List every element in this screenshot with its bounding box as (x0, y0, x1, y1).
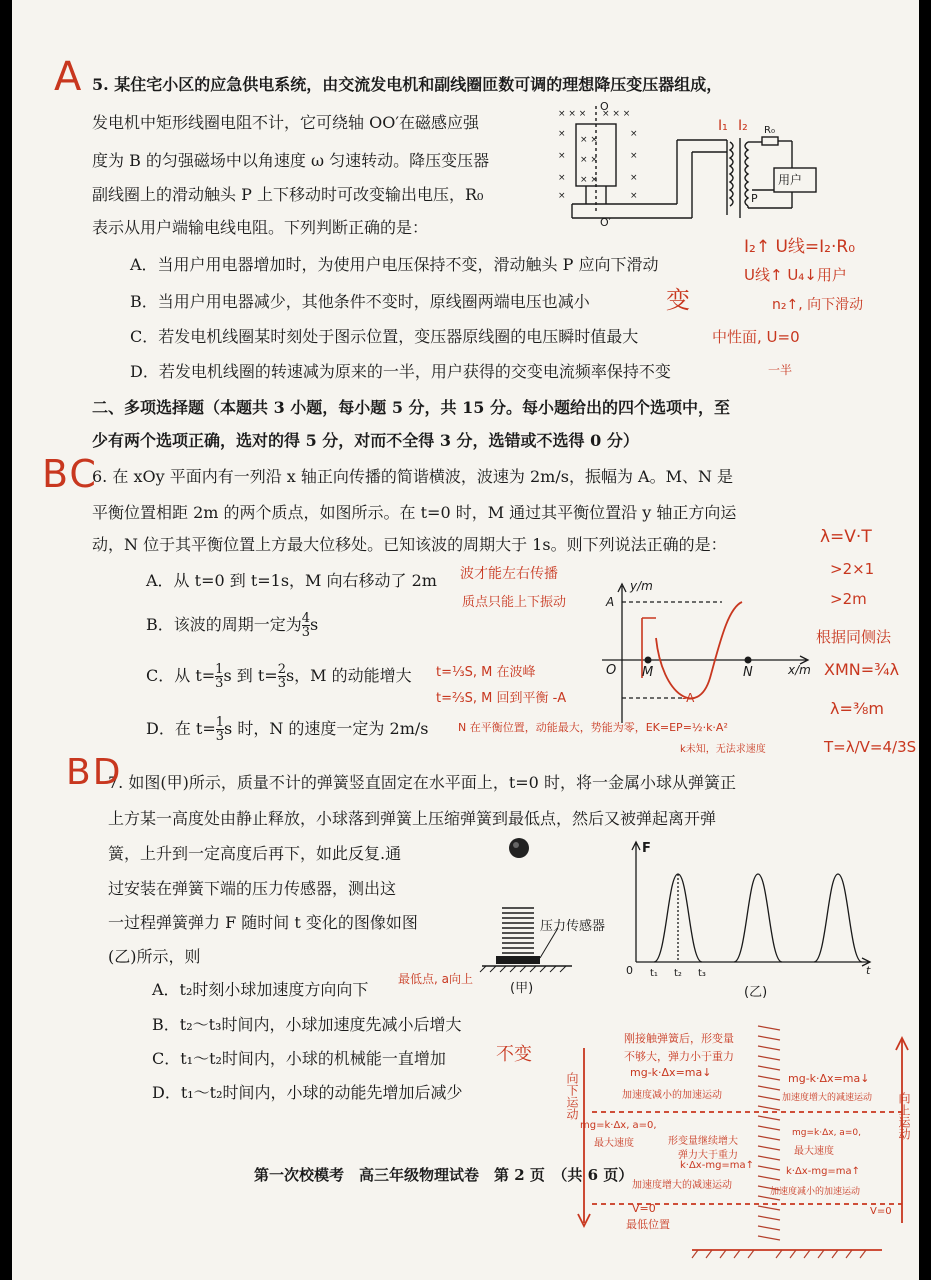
note-sq5: k·Δx-mg=ma↑ (786, 1166, 861, 1177)
label-t2: t₂ (674, 968, 682, 979)
label-jia: (甲) (510, 981, 534, 996)
note-sp6: 最大速度 (594, 1138, 634, 1149)
note-r2: >2×1 (830, 560, 875, 578)
note-q5-b: 变 (666, 286, 690, 314)
svg-text:× × ×: × × × (602, 109, 631, 119)
q5-line-3: 度为 B 的匀强磁场中以角速度 ω 匀速转动。降压变压器 (92, 151, 490, 170)
note-sp3: mg-k·Δx=ma↓ (630, 1066, 712, 1079)
svg-text:×: × (630, 173, 638, 183)
svg-text:×: × (630, 151, 638, 161)
point-m (645, 657, 652, 664)
q6-d-n: 1 (215, 715, 225, 730)
svg-text:×: × (558, 151, 566, 161)
label-n: N (743, 665, 753, 680)
q7-line-1: 7. 如图(甲)所示，质量不计的弹簧竖直固定在水平面上，t=0 时，将一金属小球从弹簧正 (108, 773, 736, 792)
label-r0: R₀ (764, 125, 775, 136)
q7-option-a: A．t₂时刻小球加速度方向向下 (152, 980, 369, 999)
note-q7-a: 最低点, a向上 (398, 972, 473, 986)
answer-q6: BC (42, 452, 98, 496)
note-r1: λ=V·T (820, 527, 872, 547)
note-q6-d2: k未知，无法求速度 (680, 744, 766, 755)
note-sp1: 刚接触弹簧后，形变量 (624, 1032, 734, 1045)
q6-option-a: A．从 t=0 到 t=1s，M 向右移动了 2m (146, 571, 437, 590)
q6-c-p1: C．从 t= (146, 666, 216, 685)
q5-line-1: 5. 某住宅小区的应急供电系统，由交流发电机和副线圈匝数可调的理想降压变压器组成， (92, 75, 723, 94)
force-pulse-3 (814, 874, 862, 962)
note-sq6: 加速度减小的加速运动 (770, 1187, 861, 1197)
q7-line-4: 过安装在弹簧下端的压力传感器，测出这 (108, 879, 397, 898)
q6-b-unit: s (310, 615, 319, 634)
note-q6-a2: 质点只能上下振动 (462, 595, 567, 610)
metal-ball (509, 838, 529, 858)
force-pulse-2 (734, 874, 782, 962)
label-p: P (751, 192, 758, 205)
pressure-sensor (496, 956, 540, 964)
q6-line-2: 平衡位置相距 2m 的两个质点，如图所示。在 t=0 时，M 通过其平衡位置沿 y 轴正方向运 (92, 503, 737, 522)
label-origin: O (606, 663, 617, 678)
point-n (745, 657, 752, 664)
svg-text:× × ×: × × × (558, 109, 587, 119)
svg-text:×: × (558, 191, 566, 201)
note-q5-a3: n₂↑, 向下滑动 (772, 297, 864, 313)
note-q6-c2: t=⅔S, M 回到平衡 -A (436, 691, 567, 706)
svg-text:×: × (558, 129, 566, 139)
q6-option-b (146, 612, 318, 639)
q7-option-c: C．t₁～t₂时间内，小球的机械能一直增加 (152, 1049, 446, 1068)
note-q6-d1: N 在平衡位置，动能最大，势能为零，EK=EP=½·k·A² (458, 721, 728, 734)
q5-generator-transformer-figure (552, 100, 822, 230)
svg-text:×: × (558, 173, 566, 183)
svg-text:×: × (630, 191, 638, 201)
q7-line-6: (乙)所示，则 (108, 947, 201, 966)
q7-option-d: D．t₁～t₂时间内，小球的动能先增加后减少 (152, 1083, 463, 1102)
label-t1: t₁ (650, 968, 658, 979)
label-m: M (642, 665, 654, 680)
label-t3: t₃ (698, 968, 706, 979)
note-sp5: mg=k·Δx, a=0, (580, 1120, 657, 1131)
q7-force-graph (618, 838, 888, 1003)
q6-d-d: 3 (215, 729, 225, 744)
q6-line-3: 动，N 位于其平衡位置上方最大位移处。已知该波的周期大于 1s。则下列说法正确的是： (92, 535, 727, 554)
note-r4: 根据同侧法 (816, 628, 892, 646)
q5-option-b: B．当用户用电器减少，其他条件不变时，原线圈两端电压也减小 (130, 292, 590, 311)
q6-c-n2: 2 (277, 662, 286, 677)
note-side-up: 向上运动 (897, 1092, 911, 1140)
note-q5-a2: U线↑ U₄↓用户 (744, 266, 847, 284)
note-q5-d: 一半 (768, 363, 793, 377)
q7-line-3: 簧，上升到一定高度后再下，如此反复.通 (108, 844, 402, 863)
q6-c-p2: s 到 t= (223, 666, 278, 685)
q5-line-2: 发电机中矩形线圈电阻不计，它可绕轴 OO′在磁感应强 (92, 113, 479, 132)
q6-d-p1: D．在 t= (146, 719, 216, 738)
note-sq4: 最大速度 (794, 1146, 834, 1157)
note-sq7: V=0 (870, 1206, 892, 1217)
q6-c-d1: 3 (215, 676, 224, 691)
q5-line-4: 副线圈上的滑动触头 P 上下移动时可改变输出电压，R₀ (92, 185, 484, 204)
note-i2: I₂ (738, 118, 748, 134)
wave-curve (656, 602, 742, 698)
svg-text:×: × (630, 129, 638, 139)
label-sensor: 压力传感器 (540, 919, 606, 934)
note-sp12: 最低位置 (626, 1218, 670, 1231)
note-sp4: 加速度减小的加速运动 (622, 1090, 722, 1101)
q6-c-d2: 3 (277, 676, 286, 691)
label-y: y/m (630, 579, 653, 593)
note-q7-c: 不变 (496, 1044, 532, 1065)
note-side-down: 向下运动 (565, 1072, 579, 1120)
note-sp10: 加速度增大的减速运动 (632, 1180, 732, 1191)
label-f: F (642, 841, 651, 856)
note-sp8: 弹力大于重力 (678, 1150, 738, 1161)
note-i1: I₁ (718, 118, 728, 134)
answer-q7: BD (66, 752, 123, 793)
svg-text:× ×: × × (580, 135, 598, 145)
label-neg-amp: -A (682, 691, 695, 705)
label-x: x/m (788, 663, 811, 677)
q6-c-p3: s，M 的动能增大 (285, 666, 412, 685)
section2-line-2: 少有两个选项正确，选对的得 5 分，对而不全得 3 分，选错或不选得 0 分） (92, 431, 639, 450)
q5-option-c: C．若发电机线圈某时刻处于图示位置，变压器原线圈的电压瞬时值最大 (130, 327, 639, 346)
note-sp9: k·Δx-mg=ma↑ (680, 1160, 755, 1171)
q6-wave-figure (582, 578, 822, 728)
label-o-prime: O′ (600, 216, 612, 229)
q7-spring-figure (472, 830, 632, 1000)
note-q6-a1: 波才能左右传播 (460, 566, 558, 582)
q5-line-5: 表示从用户端输电线电阻。下列判断正确的是： (92, 218, 429, 237)
q7-line-2: 上方某一高度处由静止释放，小球落到弹簧上压缩弹簧到最低点，然后又被弹起离开弹 (108, 809, 717, 828)
label-amp: A (606, 595, 615, 609)
label-o: O (600, 100, 609, 113)
note-q5-a1: I₂↑ U线=I₂·R₀ (744, 237, 856, 257)
label-yi: (乙) (744, 985, 768, 1000)
note-r3: >2m (830, 590, 867, 608)
q6-option-d (146, 716, 428, 743)
q7-option-b: B．t₂～t₃时间内，小球加速度先减小后增大 (152, 1015, 462, 1034)
page-footer: 第一次校模考 高三年级物理试卷 第 2 页 （共 6 页） (254, 1166, 634, 1184)
svg-text:× ×: × × (580, 155, 598, 165)
primary-coil (730, 142, 733, 206)
note-r7: T=λ/V=4/3S (824, 738, 917, 756)
q6-b-den: 3 (301, 625, 311, 640)
q6-b-num: 4 (301, 611, 311, 626)
note-r5: XMN=¾λ (824, 660, 900, 679)
note-sp7: 形变量继续增大 (668, 1136, 738, 1147)
label-user: 用户 (778, 173, 803, 187)
answer-q5: A (54, 54, 82, 100)
section2-line-1: 二、多项选择题（本题共 3 小题，每小题 5 分，共 15 分。每小题给出的四个选项中，至 (92, 398, 730, 417)
note-sq1: mg-k·Δx=ma↓ (788, 1072, 870, 1085)
note-sp2: 不够大，弹力小于重力 (624, 1050, 734, 1063)
q5-option-d: D．若发电机线圈的转速减为原来的一半，用户获得的交变电流频率保持不变 (130, 362, 671, 381)
q5-option-a: A．当用户用电器增加时，为使用户电压保持不变，滑动触头 P 应向下滑动 (130, 255, 659, 274)
q7-line-5: 一过程弹簧弹力 F 随时间 t 变化的图像如图 (108, 913, 418, 932)
note-r6: λ=⅜m (830, 699, 884, 718)
q6-option-c (146, 663, 412, 690)
q6-d-p2: s 时，N 的速度一定为 2m/s (224, 719, 429, 738)
note-sq2: 加速度增大的减速运动 (782, 1093, 873, 1103)
q6-b-text: B．该波的周期一定为 (146, 615, 302, 634)
note-q5-c: 中性面, U=0 (712, 328, 800, 346)
label-zero: 0 (626, 964, 633, 977)
note-sp11: V=0 (632, 1202, 656, 1215)
secondary-coil (745, 142, 748, 206)
exam-page (12, 0, 919, 1280)
label-t: t (866, 964, 871, 977)
svg-text:× ×: × × (580, 175, 598, 185)
q6-c-n1: 1 (215, 662, 224, 677)
note-q6-c1: t=⅓S, M 在波峰 (436, 665, 536, 680)
note-sq3: mg=k·Δx, a=0, (792, 1128, 861, 1138)
r0-resistor (762, 137, 778, 145)
q6-line-1: 6. 在 xOy 平面内有一列沿 x 轴正向传播的简谐横波，波速为 2m/s，振幅为 A。M、N 是 (92, 467, 734, 486)
